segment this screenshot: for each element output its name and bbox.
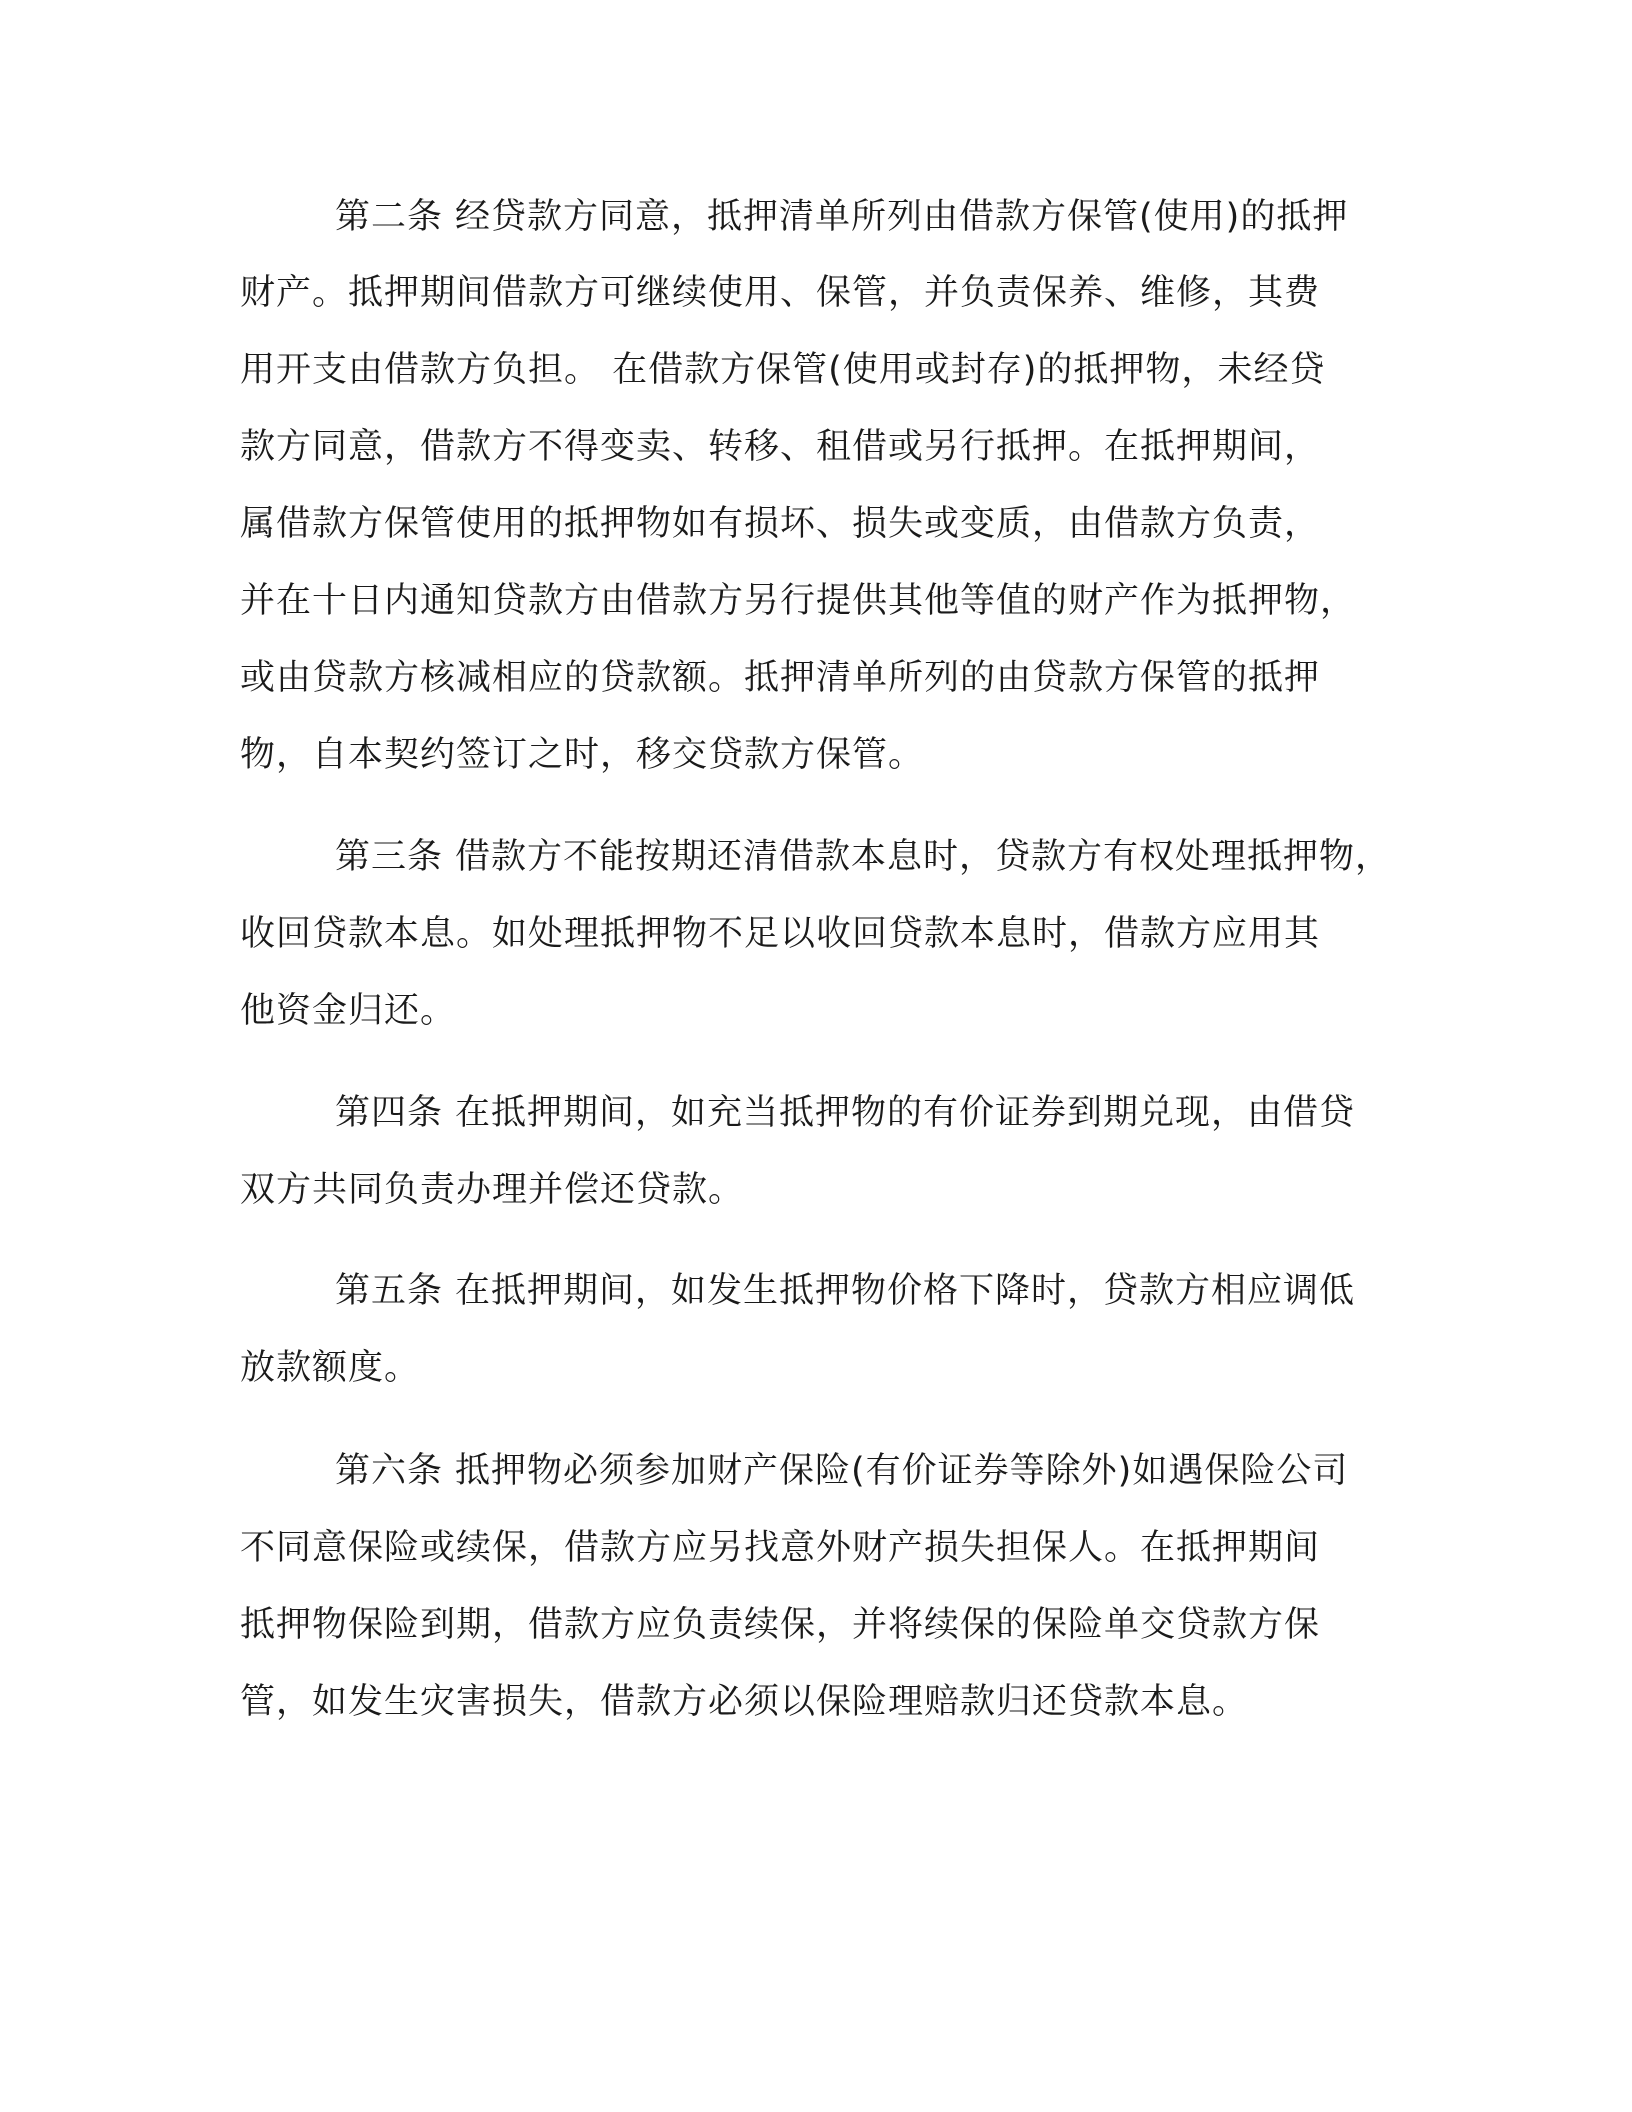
article-2-line-8: 物，自本契约签订之时，移交贷款方保管。 <box>240 735 925 775</box>
article-6-line-1: 第六条 抵押物必须参加财产保险(有价证券等除外)如遇保险公司 <box>335 1451 1349 1491</box>
article-5-line-1: 第五条 在抵押期间，如发生抵押物价格下降时，贷款方相应调低 <box>335 1271 1356 1311</box>
article-2-number: 第二条 <box>335 197 444 237</box>
article-2-line-6: 并在十日内通知贷款方由借款方另行提供其他等值的财产作为抵押物， <box>240 581 1357 621</box>
article-6-number: 第六条 <box>335 1451 444 1491</box>
article-2-line-3: 用开支由借款方负担。 在借款方保管(使用或封存)的抵押物，未经贷 <box>240 350 1326 390</box>
article-3-line-3: 他资金归还。 <box>240 991 457 1031</box>
article-4-number: 第四条 <box>335 1093 444 1133</box>
article-4-line-2: 双方共同负责办理并偿还贷款。 <box>240 1170 745 1210</box>
article-6-line-4: 管，如发生灾害损失，借款方必须以保险理赔款归还贷款本息。 <box>240 1682 1249 1722</box>
article-3-line-2: 收回贷款本息。如处理抵押物不足以收回贷款本息时，借款方应用其 <box>240 914 1321 954</box>
article-2-line-5: 属借款方保管使用的抵押物如有损坏、损失或变质，由借款方负责， <box>240 504 1321 544</box>
article-2-line-7: 或由贷款方核减相应的贷款额。抵押清单所列的由贷款方保管的抵押 <box>240 658 1321 698</box>
article-4-line-1: 第四条 在抵押期间，如充当抵押物的有价证券到期兑现，由借贷 <box>335 1093 1356 1133</box>
article-5-line-2: 放款额度。 <box>240 1348 421 1388</box>
article-6-line-3: 抵押物保险到期，借款方应负责续保，并将续保的保险单交贷款方保 <box>240 1605 1321 1645</box>
article-2-line-1: 第二条 经贷款方同意，抵押清单所列由借款方保管(使用)的抵押 <box>335 197 1349 237</box>
article-6-line-2: 不同意保险或续保，借款方应另找意外财产损失担保人。在抵押期间 <box>240 1528 1321 1568</box>
article-2-line-2: 财产。抵押期间借款方可继续使用、保管，并负责保养、维修，其费 <box>240 273 1321 313</box>
article-2-line-4: 款方同意，借款方不得变卖、转移、租借或另行抵押。在抵押期间， <box>240 427 1321 467</box>
article-3-number: 第三条 <box>335 837 444 877</box>
article-3-line-1: 第三条 借款方不能按期还清借款本息时，贷款方有权处理抵押物， <box>335 837 1392 877</box>
article-5-number: 第五条 <box>335 1271 444 1311</box>
